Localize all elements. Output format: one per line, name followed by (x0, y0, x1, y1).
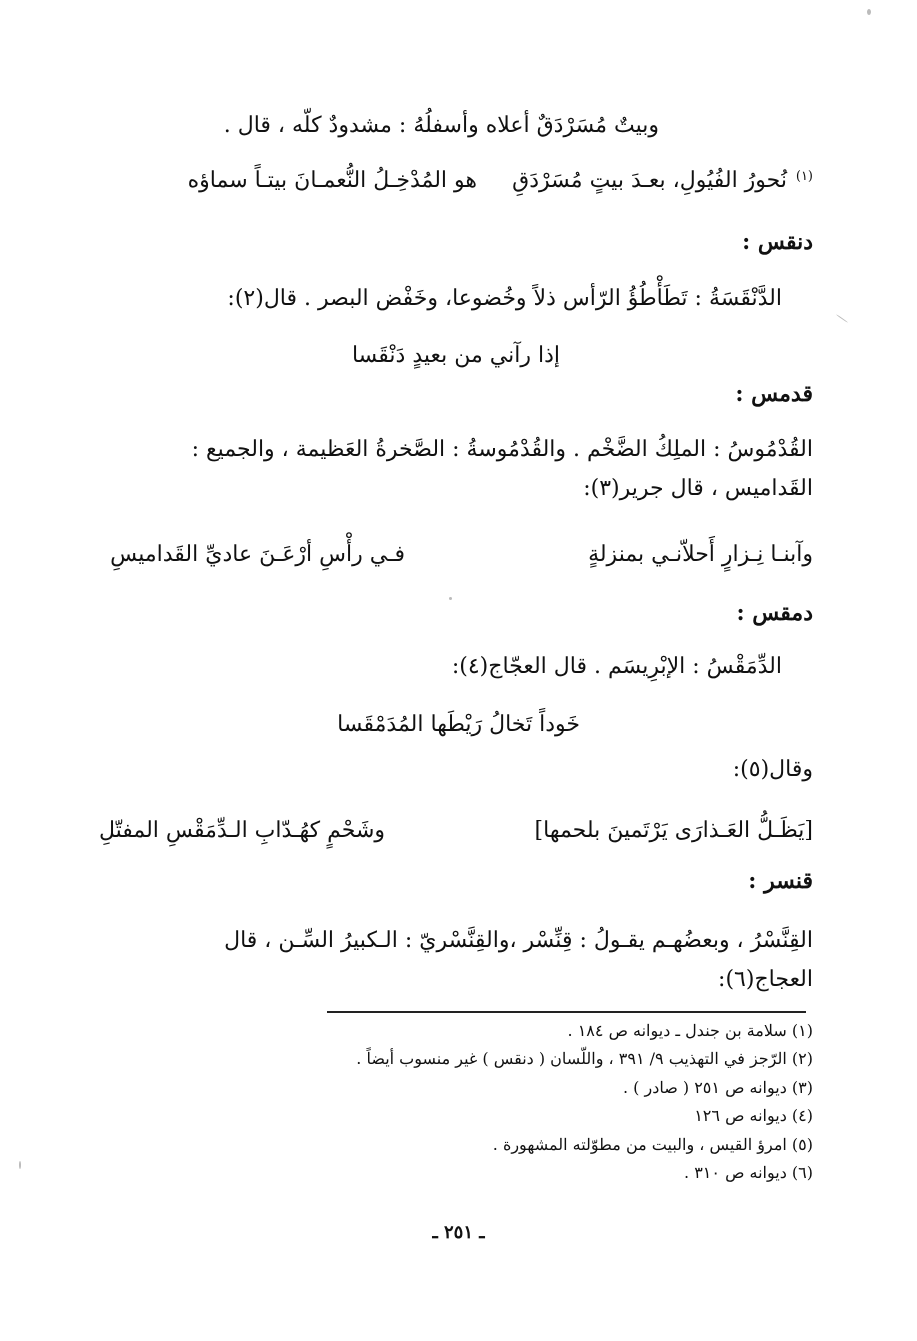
verse-3-second-hemistich: وشَحْمٍ كهُـدّابِ الـدِّمَقْسِ المفتّلِ (98, 818, 385, 843)
text-line-8: وقال(٥): (732, 757, 813, 782)
entry-heading-dnqs: دنقس : (742, 229, 813, 255)
page-number: ـ ٢٥١ ـ (432, 1222, 485, 1243)
text-line-9: القِنَّسْرُ ، وبعضُهـم يقـولُ : قِنِّسْر ،والقِنَّسْريّ : الـكبيرُ السِّـن ، قال (224, 928, 813, 953)
footnote-3: (٣) ديوانه ص ٢٥١ ( صادر ) . (622, 1078, 813, 1097)
verse-1-first-hemistich: هو المُدْخِـلُ النُّعمـانَ بيتـاً سماؤه (187, 168, 477, 193)
scan-speck (449, 597, 452, 600)
footnote-divider (327, 1011, 806, 1013)
verse-3-first-hemistich: [يَظَـلُّ العَـذارَى يَرْتَمينَ بلحمها] (534, 818, 813, 843)
footnote-ref-1: (١) (795, 169, 813, 184)
entry-heading-qnsr: قنسر : (748, 868, 813, 894)
footnote-4: (٤) ديوانه ص ١٢٦ (694, 1106, 813, 1125)
footnote-2: (٢) الرّجز في التهذيب ٩/ ٣٩١ ، واللّسان ( دنقس ) غير منسوب أيضاً . (356, 1049, 813, 1068)
scan-speck (836, 314, 848, 323)
verse-2-second-hemistich: فـي رأْسِ أرْعَـنَ عاديِّ القَداميسِ (110, 542, 405, 567)
text-line-1: وبيتٌ مُسَرْدَقٌ أعلاه وأسفلُهُ : مشدودٌ كلّه ، قال . (223, 113, 659, 138)
scan-speck (867, 9, 871, 15)
text-line-4: القُدْمُوسُ : الملِكُ الضَّخْم . والقُدْمُوسةُ : الصَّخرةُ العَظيمة ، والجميع : (191, 437, 813, 462)
verse-line-dmqs: خَوداً تَخالُ رَيْطَها المُدَمْقَسا (337, 712, 580, 737)
text-line-10: العجاج(٦): (718, 967, 813, 992)
footnote-5: (٥) امرؤ القيس ، والبيت من مطوّلته المشهورة . (492, 1135, 813, 1154)
text-line-5: القَداميس ، قال جرير(٣): (583, 476, 813, 501)
verse-line-dnqs: إذا رآني من بعيدٍ دَنْقَسا (351, 343, 560, 368)
text-line-2: الدَّنْقَسَةُ : تَطَأْطُؤُ الرّأس ذلاً وخُضوعا، وخَفْض البصر . قال(٢): (227, 286, 782, 311)
entry-heading-dmqs: دمقس : (736, 600, 813, 626)
footnote-6: (٦) ديوانه ص ٣١٠ . (684, 1163, 813, 1182)
verse-1-second-hemistich: نُحورُ الفُيُولِ، بعـدَ بيتٍ مُسَرْدَقِ (512, 168, 787, 193)
text-line-6: الدِّمَقْسُ : الإبْرِيسَم . قال العجّاج(٤): (451, 654, 782, 679)
entry-heading-qdms: قدمس : (735, 381, 813, 407)
footnote-1: (١) سلامة بن جندل ـ ديوانه ص ١٨٤ . (567, 1021, 813, 1040)
scan-speck (19, 1161, 21, 1169)
verse-2-first-hemistich: وآبنـا نِـزارٍ أَحلاّنـي بمنزلةٍ (588, 542, 813, 567)
